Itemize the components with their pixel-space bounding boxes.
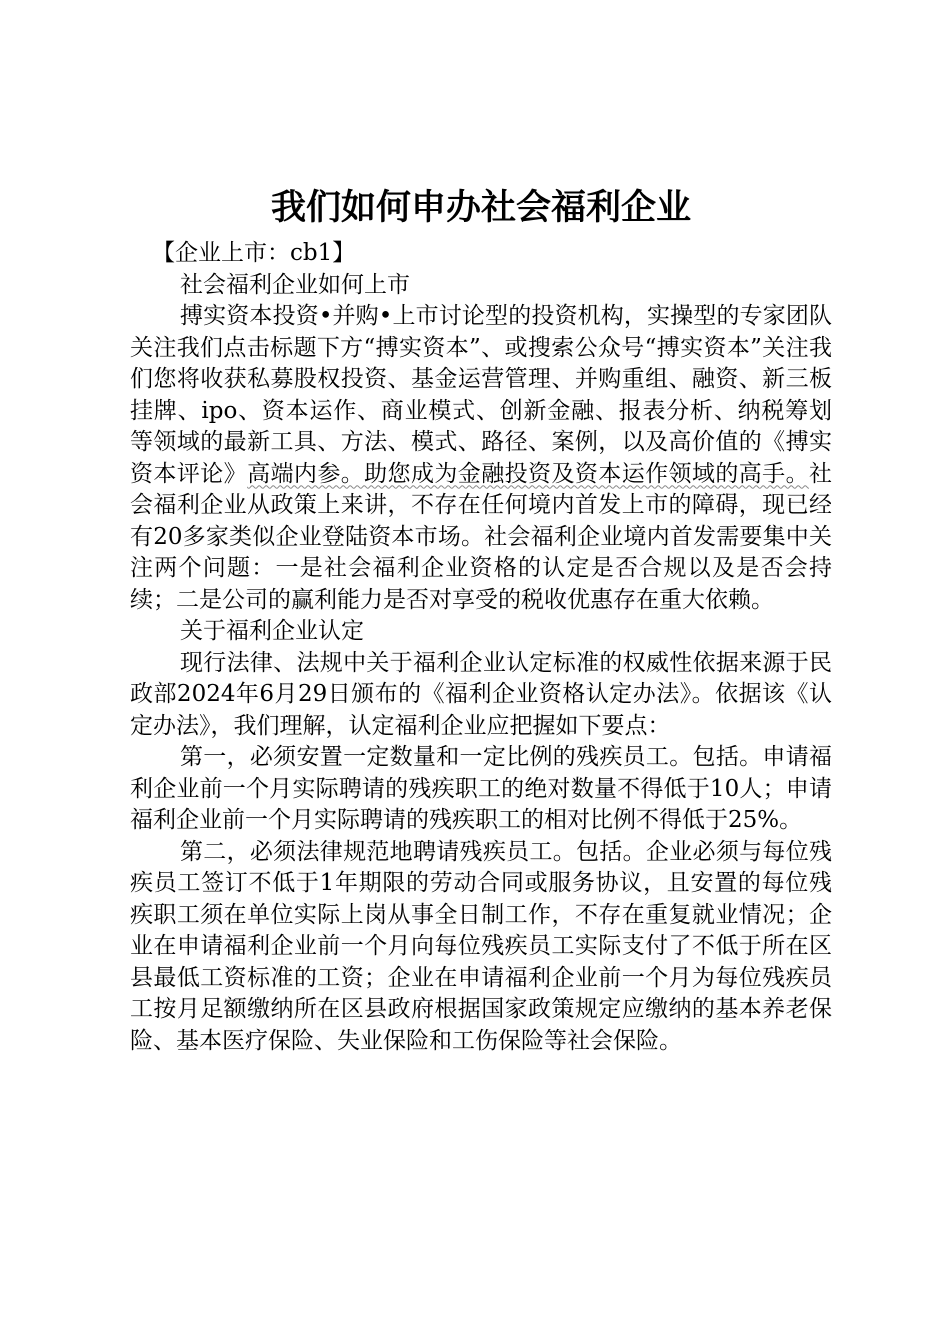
law-paragraph: 现行法律、法规中关于福利企业认定标准的权威性依据来源于民政部2024年6月29日颁布的《福利企业资格认定办法》。依据该《认定办法》，我们理解，认定福利企业应把握如下要点：: [130, 649, 832, 739]
second-point-paragraph: 第二，必须法律规范地聘请残疾员工。包括。企业必须与每位残疾员工签订不低于1年期限的劳动合同或服务协议，且安置的每位残疾职工须在单位实际上岗从事全日制工作，不存在重复就业情况；企业在申请福利企业前一个月向每位残疾员工实际支付了不低于所在区县最低工资标准的工资；企业在申请福利企业前一个月为每位残疾员工按月足额缴纳所在区县政府根据国家政策规定应缴纳的基本养老保险、基本医疗保险、失业保险和工伤保险等社会保险。: [130, 838, 832, 1054]
intro-paragraph: [130, 301, 832, 616]
intro-tail-text: 社会福利企业从政策上来讲，不存在任何境内首发上市的障碍，现已经有20多家类似企业登陆资本市场。社会福利企业境内首发需要集中关注两个问题：一是社会福利企业资格的认定是否合规以及是否会持续；二是公司的赢利能力是否对享受的税收优惠存在重大依赖。: [130, 460, 833, 613]
tag-line: 【企业上市：cb1】: [152, 240, 356, 266]
subheading-recognition: 关于福利企业认定: [180, 618, 364, 644]
document-title: 我们如何申办社会福利企业: [270, 188, 691, 228]
subheading-how-to-list: 社会福利企业如何上市: [180, 271, 410, 298]
intro-main-text: 搏实资本投资•并购•上市讨论型的投资机构，实操型的专家团队关注我们点击标题下方“搏实资本”、或搜索公众号“搏实资本”关注我们您将收获私募股权投资、基金运营管理、并购重组、融资、新三板挂牌、ipo、资本运作、商业模式、创新金融、报表分析、纳税筹划等领域的最新工具、方法、模式、路径、案例，以及高价值的《搏实资本评论》: [130, 303, 832, 487]
document-page: [130, 178, 832, 1057]
first-point-paragraph: 第一，必须安置一定数量和一定比例的残疾员工。包括。申请福利企业前一个月实际聘请的残疾职工的绝对数量不得低于10人；申请福利企业前一个月实际聘请的残疾职工的相对比例不得低于25%。: [130, 744, 832, 833]
intro-underlined-text: 高端内参。助您成为金融投资及资本运作领域的高手。: [247, 460, 810, 487]
